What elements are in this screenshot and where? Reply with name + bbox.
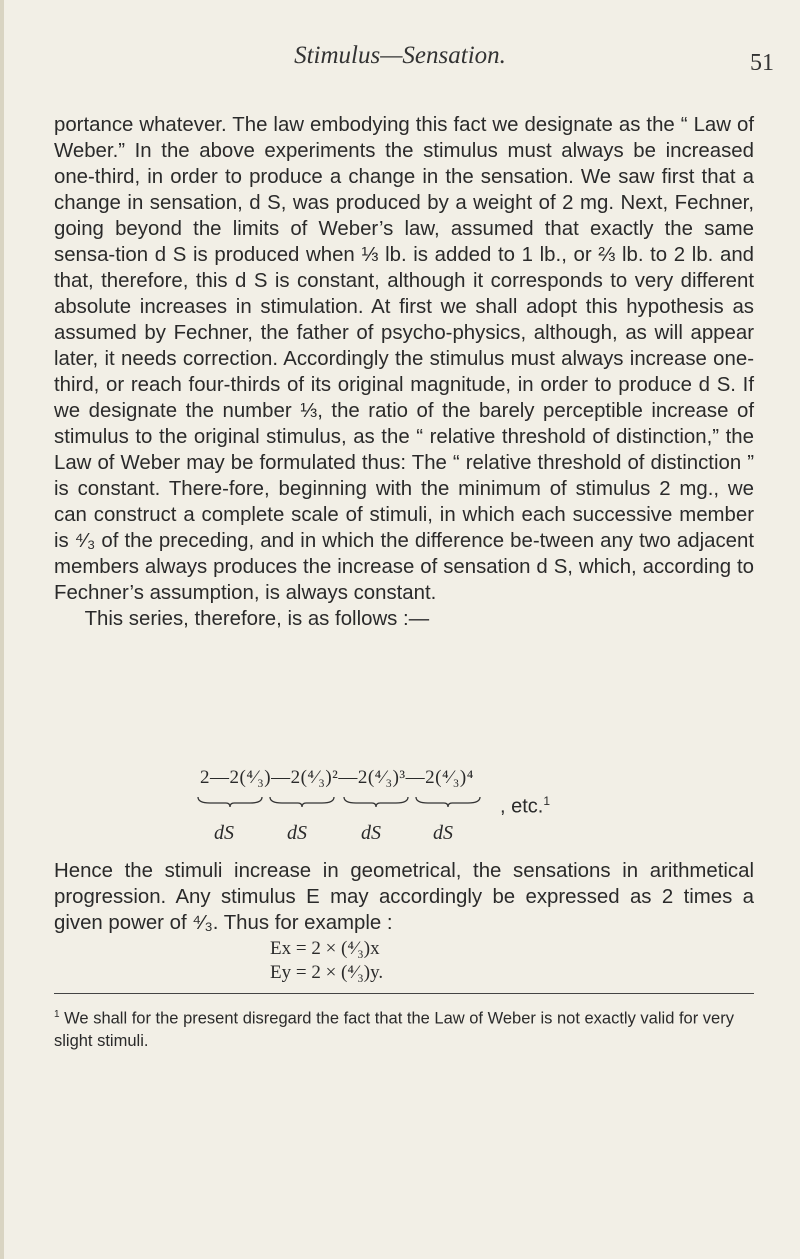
paragraph-2: This series, therefore, is as follows :—: [84, 608, 430, 630]
footnote-ref: 1: [543, 794, 551, 808]
running-title: Stimulus—Sensation.: [294, 42, 506, 69]
etc-text: , etc.: [500, 795, 544, 818]
brace-1: [196, 795, 264, 807]
footnote-mark: 1: [54, 1009, 60, 1020]
main-text: [54, 112, 754, 632]
footnote-text: We shall for the present disregard the fact that the Law of Weber is not exactly valid for very slight stimuli.: [54, 1009, 734, 1050]
ds-label-4: dS: [433, 822, 453, 844]
footnote-rule: [54, 993, 754, 994]
brace-2: [268, 795, 336, 807]
ds-label-3: dS: [361, 822, 381, 844]
series-etc: [500, 794, 550, 819]
stimulus-series: 2—2(⁴⁄₃)—2(⁴⁄₃)²—2(⁴⁄₃)³—2(⁴⁄₃)⁴: [200, 767, 474, 788]
brace-3: [342, 795, 410, 807]
footnote: [54, 1004, 754, 1052]
formula-x: Ex = 2 × (⁴⁄₃)x: [270, 938, 380, 959]
brace-4: [414, 795, 482, 807]
page-number: 51: [750, 50, 774, 76]
paragraph-3: Hence the stimuli increase in geometrical, the sensations in arithmetical progression. Any stimulus E may accordingly be expressed as 2 times a given power of ⁴⁄₃. Thus for example :: [54, 860, 754, 934]
formula-y: Ey = 2 × (⁴⁄₃)y.: [270, 962, 384, 983]
paragraph-1: portance whatever. The law embodying this fact we designate as the “ Law of Weber.” In the above experiments the stimulus must always be increased one-third, in order to produce a change in the sensation. We saw first that a change in sensation, d S, was produced by a weight of 2 mg. Next, Fechner, going beyond the limits of Weber’s law, assumed that exactly the same sensa-tion d S is produced when ⅓ lb. is added to 1 lb., or ⅔ lb. to 2 lb. and that, therefore, this d S is constant, although it corresponds to very different absolute increases in stimulation. At first we shall adopt this hypothesis as assumed by Fechner, the father of psycho-physics, although, as will appear later, it needs correction. Accordingly the stimulus must always increase one-third, or reach four-thirds of its original magnitude, in order to produce d S. If we designate the number ⅓, the ratio of the barely perceptible increase of stimulus to the original stimulus, as the “ relative threshold of distinction,” the Law of Weber may be formulated thus: The “ relative threshold of distinction ” is constant. There-fore, beginning with the minimum of stimulus 2 mg., we can construct a complete scale of stimuli, in which each successive member is ⁴⁄₃ of the preceding, and in which the difference be-tween any two adjacent members always produces the increase of sensation d S, which, according to Fechner’s assumption, is always constant.: [54, 114, 754, 604]
ds-label-2: dS: [287, 822, 307, 844]
ds-label-1: dS: [214, 822, 234, 844]
page-edge: [0, 0, 4, 1259]
